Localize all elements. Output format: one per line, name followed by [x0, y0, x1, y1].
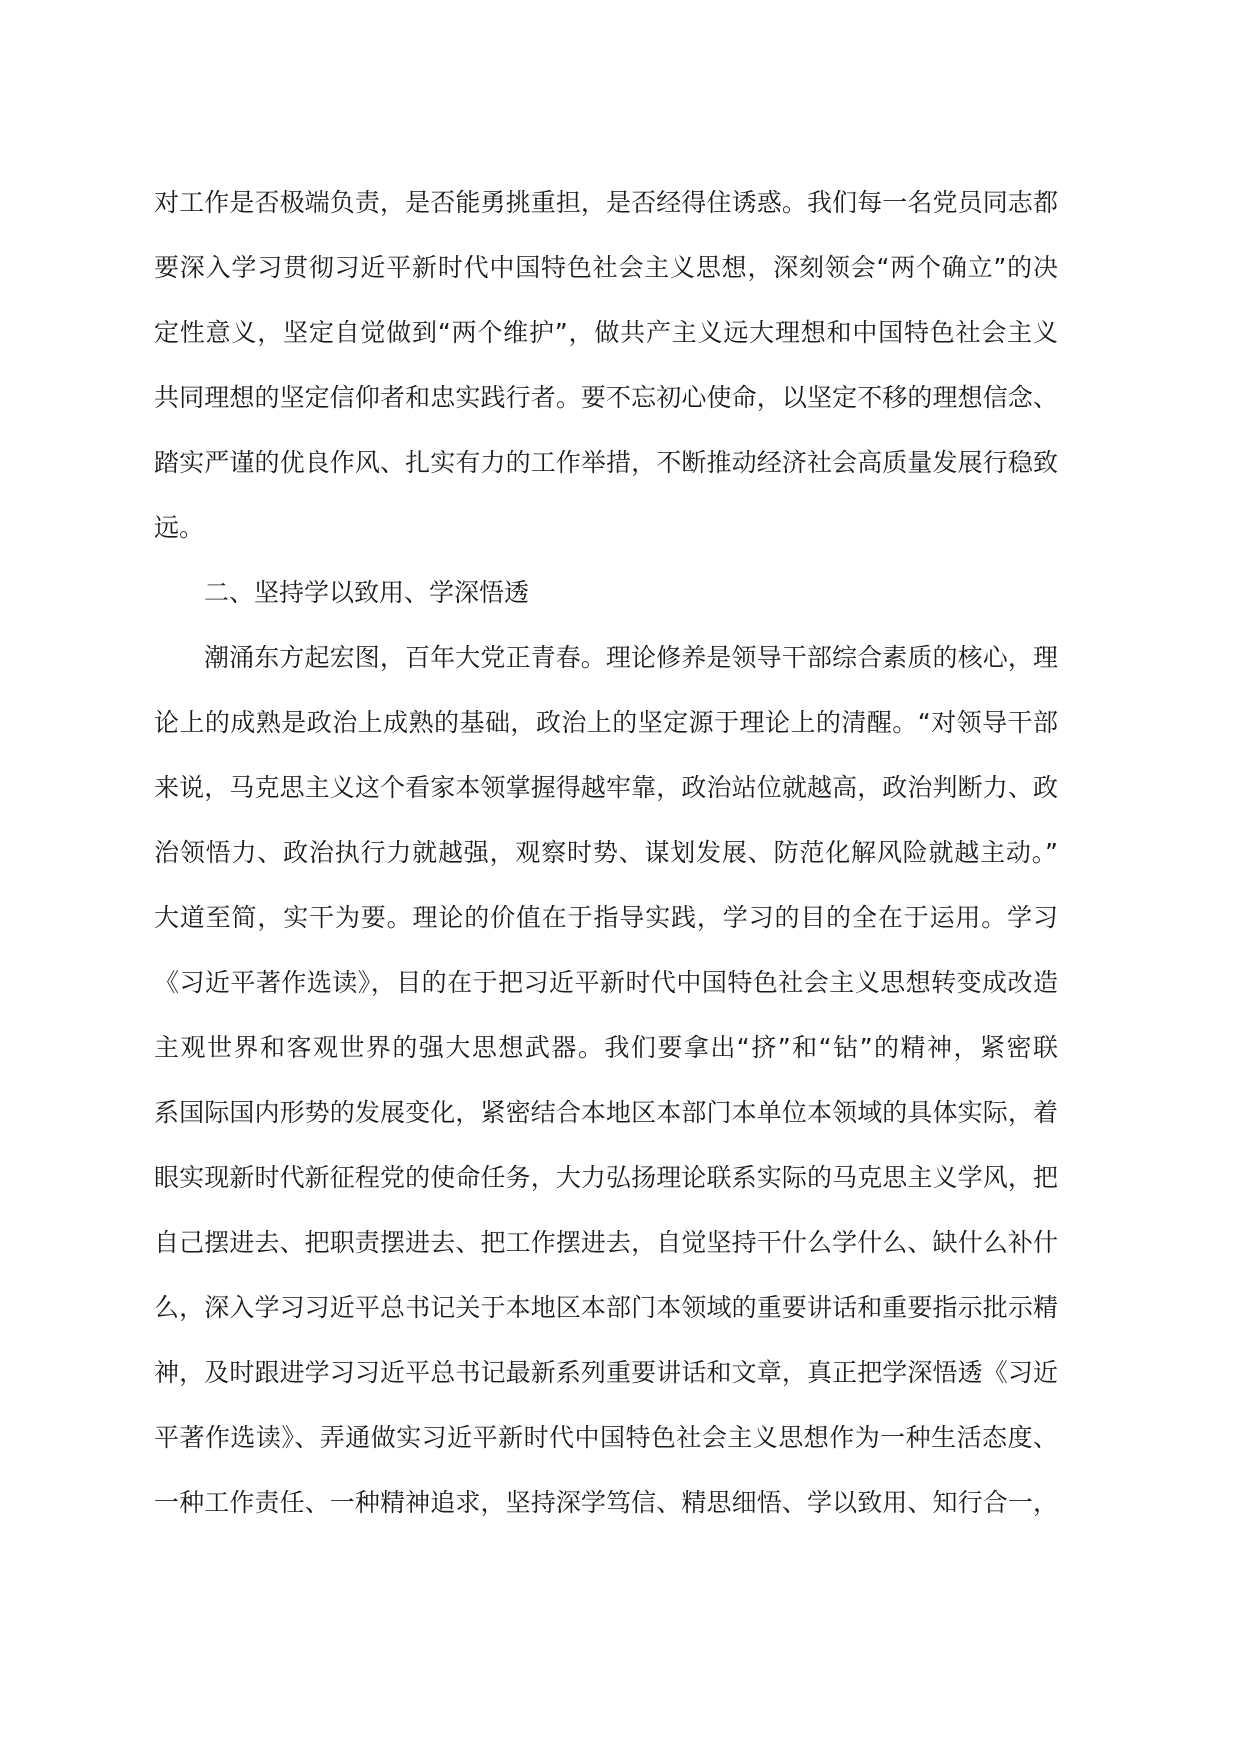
text-line: 么，深入学习习近平总书记关于本地区本部门本领域的重要讲话和重要指示批示精: [154, 1293, 1058, 1322]
text-line: 神，及时跟进学习习近平总书记最新系列重要讲话和文章，真正把学深悟透《习近: [154, 1358, 1058, 1387]
text-line: 《习近平著作选读》，目的在于把习近平新时代中国特色社会主义思想转变成改造: [154, 968, 1058, 997]
text-line: 对工作是否极端负责，是否能勇挑重担，是否经得住诱惑。我们每一名党员同志都: [154, 188, 1058, 217]
text-line: 要深入学习贯彻习近平新时代中国特色社会主义思想，深刻领会“两个确立”的决: [154, 253, 1058, 282]
text-line: 共同理想的坚定信仰者和忠实践行者。要不忘初心使命，以坚定不移的理想信念、: [154, 383, 1058, 412]
text-line: 远。: [154, 513, 205, 542]
text-line: 系国际国内形势的发展变化，紧密结合本地区本部门本单位本领域的具体实际，着: [154, 1098, 1058, 1127]
text-line: 潮涌东方起宏图，百年大党正青春。理论修养是领导干部综合素质的核心，理: [204, 643, 1058, 672]
document-body: [154, 186, 1058, 1551]
text-line: 来说，马克思主义这个看家本领掌握得越牢靠，政治站位就越高，政治判断力、政: [154, 773, 1058, 802]
text-line: 一种工作责任、一种精神追求，坚持深学笃信、精思细悟、学以致用、知行合一，: [154, 1488, 1058, 1517]
text-line: 大道至简，实干为要。理论的价值在于指导实践，学习的目的全在于运用。学习: [154, 903, 1058, 932]
text-line: 论上的成熟是政治上成熟的基础，政治上的坚定源于理论上的清醒。“对领导干部: [154, 708, 1058, 737]
text-line: 自己摆进去、把职责摆进去、把工作摆进去，自觉坚持干什么学什么、缺什么补什: [154, 1228, 1058, 1257]
text-line: 踏实严谨的优良作风、扎实有力的工作举措，不断推动经济社会高质量发展行稳致: [154, 448, 1058, 477]
text-line: 定性意义，坚定自觉做到“两个维护”，做共产主义远大理想和中国特色社会主义: [154, 318, 1058, 347]
section-heading: 二、坚持学以致用、学深悟透: [204, 578, 530, 607]
text-line: 主观世界和客观世界的强大思想武器。我们要拿出“挤”和“钻”的精神，紧密联: [154, 1033, 1058, 1062]
text-line: 平著作选读》、弄通做实习近平新时代中国特色社会主义思想作为一种生活态度、: [154, 1423, 1058, 1452]
text-line: 眼实现新时代新征程党的使命任务，大力弘扬理论联系实际的马克思主义学风，把: [154, 1163, 1058, 1192]
text-line: 治领悟力、政治执行力就越强，观察时势、谋划发展、防范化解风险就越主动。”: [154, 838, 1058, 867]
